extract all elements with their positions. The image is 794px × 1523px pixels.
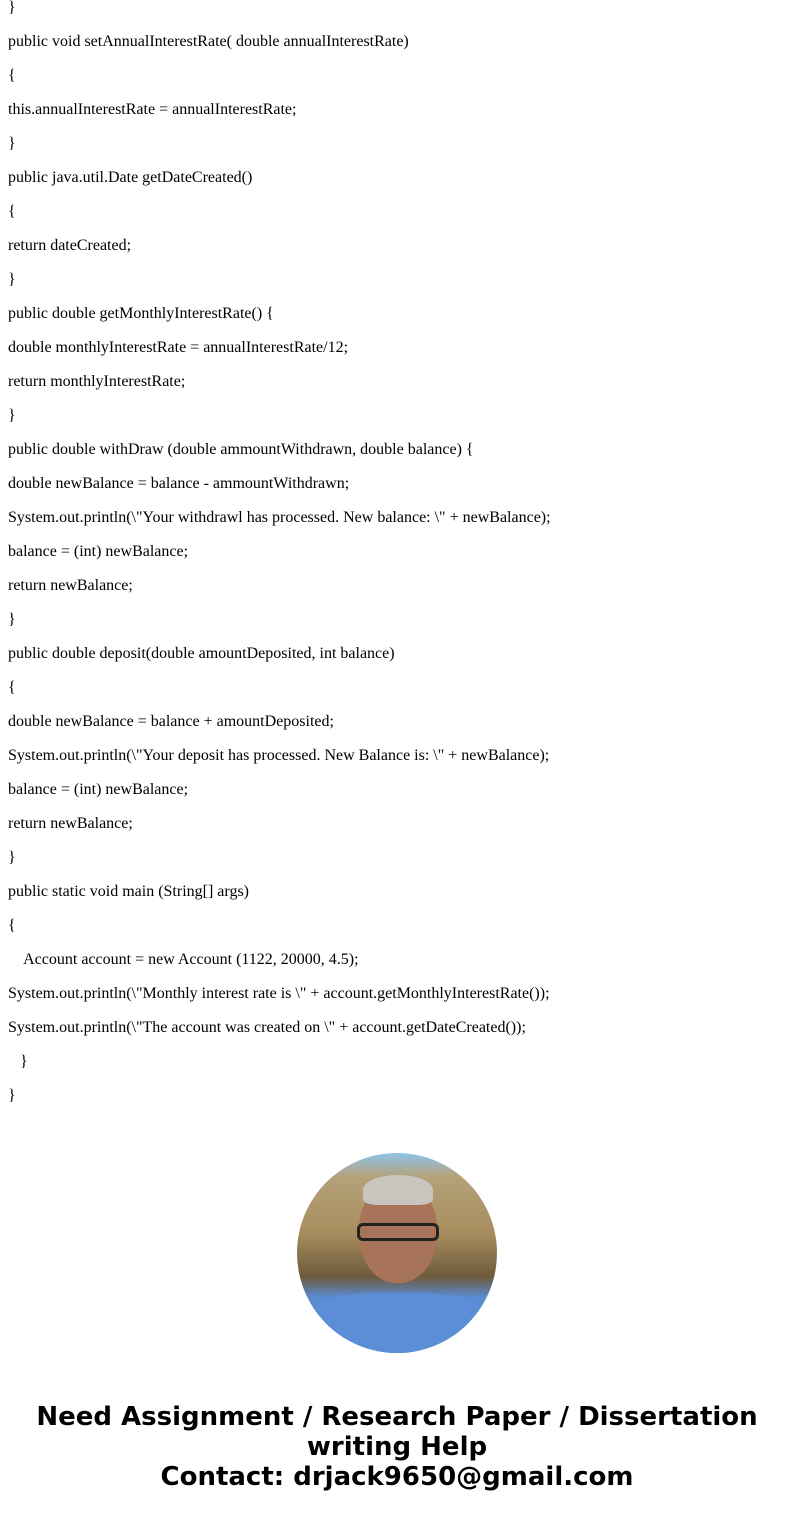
code-line: } bbox=[8, 271, 16, 288]
code-line: } bbox=[8, 611, 16, 628]
code-line: return newBalance; bbox=[8, 577, 133, 594]
banner-line-1: Need Assignment / Research Paper / Dissertation bbox=[36, 1402, 758, 1432]
avatar-hair bbox=[363, 1175, 433, 1205]
banner-contact-email: Contact: drjack9650@gmail.com bbox=[160, 1462, 634, 1492]
code-listing bbox=[8, 0, 551, 1113]
code-line: public double withDraw (double ammountWithdrawn, double balance) { bbox=[8, 441, 474, 458]
code-line: this.annualInterestRate = annualInterestRate; bbox=[8, 101, 297, 118]
contact-banner bbox=[0, 1402, 794, 1492]
code-line: { bbox=[8, 67, 16, 84]
code-line: Account account = new Account (1122, 20000, 4.5); bbox=[8, 951, 359, 968]
code-line: public java.util.Date getDateCreated() bbox=[8, 169, 253, 186]
code-line: public double getMonthlyInterestRate() { bbox=[8, 305, 274, 322]
code-line: System.out.println(\"Your deposit has processed. New Balance is: \" + newBalance); bbox=[8, 747, 550, 764]
code-line: return newBalance; bbox=[8, 815, 133, 832]
code-line: return dateCreated; bbox=[8, 237, 132, 254]
code-line: double newBalance = balance + amountDeposited; bbox=[8, 713, 334, 730]
avatar-glasses bbox=[357, 1223, 439, 1241]
code-line: { bbox=[8, 203, 16, 220]
code-line: public void setAnnualInterestRate( double annualInterestRate) bbox=[8, 33, 409, 50]
code-line: double monthlyInterestRate = annualInterestRate/12; bbox=[8, 339, 349, 356]
author-avatar bbox=[297, 1153, 497, 1353]
banner-line-2: writing Help bbox=[306, 1432, 488, 1462]
code-line: } bbox=[8, 0, 16, 16]
code-line: } bbox=[8, 849, 16, 866]
avatar-shirt bbox=[297, 1293, 497, 1353]
code-line: public static void main (String[] args) bbox=[8, 883, 249, 900]
code-line: } bbox=[8, 1087, 16, 1104]
code-line: { bbox=[8, 679, 16, 696]
code-line: System.out.println(\"Monthly interest rate is \" + account.getMonthlyInterestRate()); bbox=[8, 985, 550, 1002]
code-line: System.out.println(\"Your withdrawl has processed. New balance: \" + newBalance); bbox=[8, 509, 551, 526]
code-line: } bbox=[8, 407, 16, 424]
code-line: } bbox=[8, 1053, 28, 1070]
code-line: } bbox=[8, 135, 16, 152]
code-line: return monthlyInterestRate; bbox=[8, 373, 186, 390]
code-line: { bbox=[8, 917, 16, 934]
code-line: public double deposit(double amountDeposited, int balance) bbox=[8, 645, 395, 662]
code-line: double newBalance = balance - ammountWithdrawn; bbox=[8, 475, 350, 492]
code-line: balance = (int) newBalance; bbox=[8, 543, 189, 560]
code-line: balance = (int) newBalance; bbox=[8, 781, 189, 798]
code-line: System.out.println(\"The account was created on \" + account.getDateCreated()); bbox=[8, 1019, 526, 1036]
